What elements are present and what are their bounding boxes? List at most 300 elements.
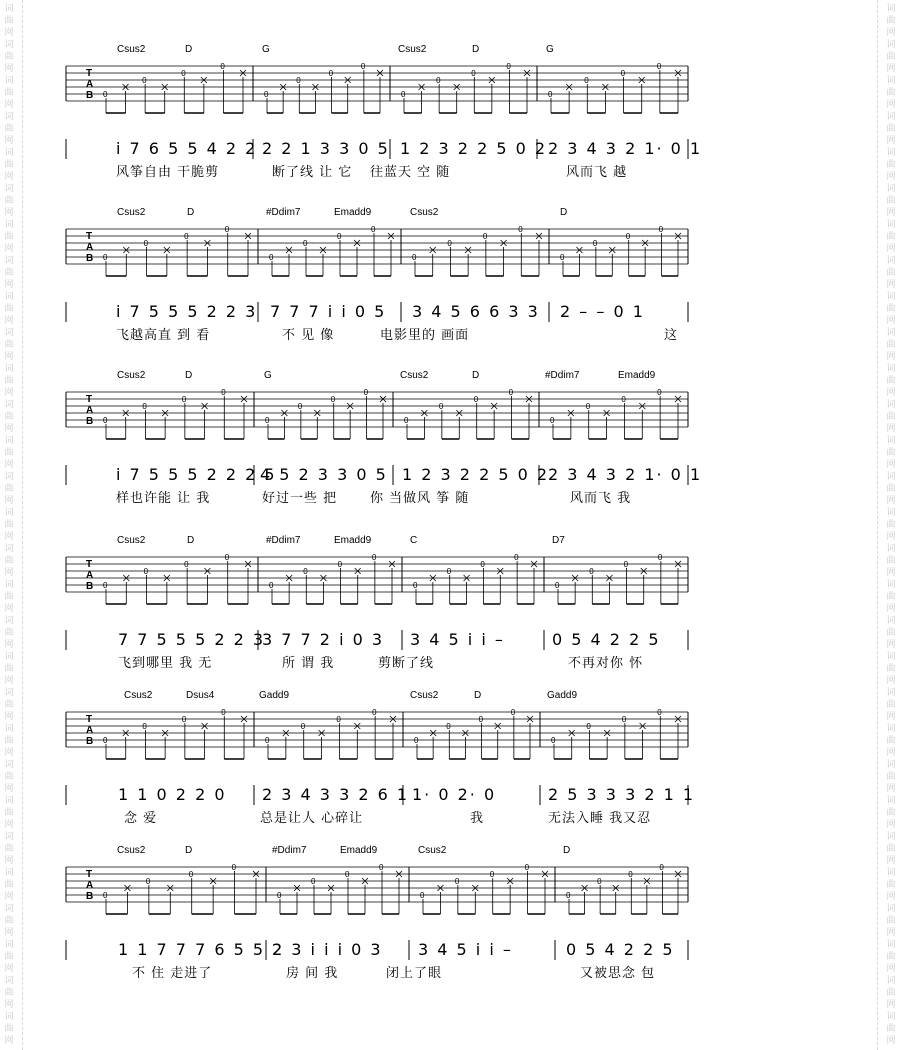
watermark-char: 曲 bbox=[4, 376, 14, 386]
watermark-char: 网 bbox=[4, 532, 14, 542]
chord-name: Csus2 bbox=[410, 207, 439, 218]
jianpu-measure: 2 – – 0 1 bbox=[560, 302, 645, 321]
lyric-phrase: 又被思念 包 bbox=[580, 966, 656, 981]
watermark-char: 词 bbox=[886, 832, 896, 842]
watermark-char: 网 bbox=[886, 820, 896, 830]
watermark-char: 曲 bbox=[886, 772, 896, 782]
watermark-char: 网 bbox=[4, 856, 14, 866]
watermark-char: 曲 bbox=[886, 448, 896, 458]
jianpu-measure: 1 1 0 2 2 0 bbox=[118, 785, 227, 804]
lyric-phrase: 风筝自由 干脆剪 bbox=[116, 165, 220, 180]
watermark-char: 曲 bbox=[886, 484, 896, 494]
watermark-char: 词 bbox=[886, 544, 896, 554]
watermark-char: 词 bbox=[886, 400, 896, 410]
lyric-phrase: 飞到哪里 我 无 bbox=[118, 656, 213, 671]
fret-number: 0 bbox=[414, 736, 419, 745]
chord-name: #Ddim7 bbox=[266, 207, 301, 218]
watermark-char: 曲 bbox=[886, 916, 896, 926]
fret-number: 0 bbox=[592, 239, 598, 248]
watermark-char: 网 bbox=[886, 424, 896, 434]
watermark-char: 网 bbox=[886, 1000, 896, 1010]
watermark-char: 曲 bbox=[4, 412, 14, 422]
chord-name: D bbox=[472, 44, 480, 55]
watermark-char: 网 bbox=[886, 964, 896, 974]
watermark-char: 词 bbox=[886, 220, 896, 230]
watermark-char: 曲 bbox=[4, 484, 14, 494]
lyric-phrase: 房 间 我 bbox=[286, 966, 339, 981]
watermark-char: 网 bbox=[4, 820, 14, 830]
watermark-char: 曲 bbox=[4, 124, 14, 134]
watermark-char: 词 bbox=[4, 688, 14, 698]
fret-number: 0 bbox=[300, 722, 306, 731]
watermark-char: 曲 bbox=[886, 268, 896, 278]
fret-number: 0 bbox=[659, 863, 664, 872]
watermark-char: 曲 bbox=[4, 304, 14, 314]
chord-name: D bbox=[563, 845, 571, 856]
fret-number: 0 bbox=[657, 553, 663, 562]
chord-name: Csus2 bbox=[400, 370, 429, 381]
fret-number: 0 bbox=[265, 736, 270, 745]
watermark-char: 词 bbox=[886, 868, 896, 878]
watermark-char: 曲 bbox=[886, 664, 896, 674]
watermark-char: 网 bbox=[886, 748, 896, 758]
watermark-char: 曲 bbox=[886, 88, 896, 98]
jianpu-measure: 3 4 5 i i – bbox=[418, 940, 513, 959]
jianpu-measure: 7 7 5 5 5 2 2 3 bbox=[118, 630, 266, 649]
fret-number: 0 bbox=[589, 567, 594, 576]
fret-number: 0 bbox=[412, 253, 417, 262]
watermark-char: 词 bbox=[4, 796, 14, 806]
watermark-char: 曲 bbox=[4, 736, 14, 746]
jianpu-measure: 0 5 4 2 2 5 bbox=[552, 630, 661, 649]
tab-clef-letter: T bbox=[86, 714, 93, 725]
fret-number: 0 bbox=[510, 708, 516, 717]
fret-number: 0 bbox=[404, 416, 409, 425]
chord-name: G bbox=[546, 44, 554, 55]
fret-number: 0 bbox=[181, 69, 186, 78]
fret-number: 0 bbox=[585, 402, 591, 411]
watermark-char: 曲 bbox=[4, 988, 14, 998]
lyric-phrase: 念 爱 bbox=[124, 811, 158, 826]
lyric-phrase: 你 当做风 筝 随 bbox=[370, 491, 470, 506]
watermark-char: 曲 bbox=[886, 16, 896, 26]
chord-name: G bbox=[264, 370, 272, 381]
chord-name: Emadd9 bbox=[334, 207, 372, 218]
watermark-char: 曲 bbox=[886, 1024, 896, 1034]
fret-number: 0 bbox=[473, 395, 479, 404]
lyric-phrase: 所 谓 我 bbox=[282, 656, 335, 671]
fret-number: 0 bbox=[269, 581, 274, 590]
fret-number: 0 bbox=[379, 863, 384, 872]
fret-number: 0 bbox=[446, 567, 452, 576]
jianpu-measure: 1· 0 2· 0 bbox=[412, 785, 497, 804]
fret-number: 0 bbox=[657, 708, 662, 717]
watermark-char: 词 bbox=[886, 436, 896, 446]
chord-name: Csus2 bbox=[117, 535, 146, 546]
watermark-char: 网 bbox=[886, 100, 896, 110]
lyric-phrase: 好过一些 把 bbox=[262, 491, 338, 506]
tab-clef-letter: T bbox=[86, 869, 93, 880]
watermark-char: 网 bbox=[4, 712, 14, 722]
fret-number: 0 bbox=[560, 253, 565, 262]
lyric-phrase: 电影里的 画面 bbox=[380, 328, 470, 343]
chord-name: #Ddim7 bbox=[545, 370, 580, 381]
watermark-char: 词 bbox=[886, 40, 896, 50]
fret-number: 0 bbox=[337, 560, 343, 569]
watermark-char: 网 bbox=[886, 172, 896, 182]
jianpu-measure: 3 4 5 6 6 3 3 bbox=[412, 302, 540, 321]
lyric-phrase: 我 bbox=[470, 811, 485, 826]
watermark-char: 词 bbox=[4, 940, 14, 950]
tab-clef-letter: B bbox=[86, 736, 94, 747]
watermark-char: 曲 bbox=[4, 232, 14, 242]
watermark-char: 曲 bbox=[886, 808, 896, 818]
fret-number: 0 bbox=[524, 863, 530, 872]
fret-number: 0 bbox=[420, 891, 425, 900]
tab-clef-letter: T bbox=[86, 231, 93, 242]
fret-number: 0 bbox=[103, 581, 108, 590]
watermark-char: 曲 bbox=[886, 52, 896, 62]
watermark-char: 曲 bbox=[886, 160, 896, 170]
chord-name: C bbox=[410, 535, 418, 546]
jianpu-measure: i 7 5 5 5 2 2 2 5 bbox=[116, 465, 277, 484]
fret-number: 0 bbox=[221, 708, 226, 717]
watermark-char: 曲 bbox=[886, 304, 896, 314]
watermark-char: 词 bbox=[4, 1012, 14, 1022]
lyric-phrase: 断了线 让 它 bbox=[272, 165, 353, 180]
fret-number: 0 bbox=[221, 388, 226, 397]
fret-number: 0 bbox=[623, 560, 629, 569]
watermark-char: 网 bbox=[886, 712, 896, 722]
tab-staff bbox=[66, 863, 688, 914]
fret-number: 0 bbox=[328, 69, 334, 78]
fret-number: 0 bbox=[277, 891, 282, 900]
watermark-char: 曲 bbox=[4, 772, 14, 782]
fret-number: 0 bbox=[142, 722, 147, 731]
tab-clef-letter: A bbox=[86, 725, 94, 736]
lyric-phrase: 往蓝天 空 随 bbox=[370, 165, 451, 180]
jianpu-measure: 1 2 3 2 2 5 0 2 bbox=[400, 139, 548, 158]
watermark-char: 曲 bbox=[886, 376, 896, 386]
fret-number: 0 bbox=[438, 402, 444, 411]
watermark-char: 网 bbox=[4, 784, 14, 794]
lyric-phrase: 不 见 像 bbox=[282, 328, 335, 343]
watermark-char: 网 bbox=[4, 316, 14, 326]
watermark-char: 网 bbox=[4, 1036, 14, 1046]
fret-number: 0 bbox=[551, 736, 556, 745]
fret-number: 0 bbox=[621, 395, 626, 404]
watermark-char: 网 bbox=[4, 964, 14, 974]
watermark-char: 曲 bbox=[886, 340, 896, 350]
watermark-char: 网 bbox=[4, 424, 14, 434]
watermark-char: 词 bbox=[4, 400, 14, 410]
jianpu-measure: 2 3 4 3 3 2 6 1 bbox=[262, 785, 410, 804]
chord-name: #Ddim7 bbox=[266, 535, 301, 546]
fret-number: 0 bbox=[103, 416, 108, 425]
watermark-char: 网 bbox=[886, 604, 896, 614]
watermark-char: 词 bbox=[4, 616, 14, 626]
fret-number: 0 bbox=[514, 553, 519, 562]
watermark-char: 词 bbox=[4, 40, 14, 50]
chord-name: G bbox=[262, 44, 270, 55]
watermark-char: 网 bbox=[886, 568, 896, 578]
watermark-char: 词 bbox=[4, 508, 14, 518]
fret-number: 0 bbox=[336, 715, 341, 724]
fret-number: 0 bbox=[363, 388, 369, 397]
watermark-char: 网 bbox=[4, 928, 14, 938]
fret-number: 0 bbox=[224, 553, 230, 562]
watermark-char: 曲 bbox=[4, 700, 14, 710]
fret-number: 0 bbox=[518, 225, 523, 234]
watermark-char: 曲 bbox=[886, 196, 896, 206]
chord-name: D bbox=[185, 44, 193, 55]
tab-clef-letter: B bbox=[86, 891, 94, 902]
chord-name: D7 bbox=[552, 535, 565, 546]
watermark-char: 曲 bbox=[4, 664, 14, 674]
fret-number: 0 bbox=[658, 225, 664, 234]
watermark-char: 词 bbox=[4, 112, 14, 122]
watermark-char: 曲 bbox=[4, 520, 14, 530]
chord-name: D bbox=[474, 690, 482, 701]
watermark-char: 网 bbox=[4, 748, 14, 758]
fret-number: 0 bbox=[103, 736, 108, 745]
chord-name: #Ddim7 bbox=[272, 845, 307, 856]
fret-number: 0 bbox=[181, 395, 187, 404]
watermark-char: 词 bbox=[886, 472, 896, 482]
tab-clef-letter: T bbox=[86, 68, 93, 79]
tab-clef-letter: B bbox=[86, 253, 94, 264]
watermark-char: 网 bbox=[4, 640, 14, 650]
watermark-char: 网 bbox=[4, 280, 14, 290]
chord-name: Csus2 bbox=[398, 44, 427, 55]
watermark-char: 词 bbox=[886, 940, 896, 950]
tab-staff bbox=[66, 388, 688, 439]
lyric-phrase: 总是让人 心碎让 bbox=[260, 811, 364, 826]
watermark-char: 网 bbox=[886, 28, 896, 38]
fret-number: 0 bbox=[181, 715, 187, 724]
watermark-char: 词 bbox=[886, 508, 896, 518]
chord-name: D bbox=[187, 207, 195, 218]
jianpu-measure: 1 1 7 7 7 6 5 5 2 bbox=[118, 940, 285, 959]
fret-number: 0 bbox=[371, 225, 376, 234]
watermark-char: 网 bbox=[4, 28, 14, 38]
watermark-char: 网 bbox=[886, 244, 896, 254]
fret-number: 0 bbox=[656, 62, 662, 71]
fret-number: 0 bbox=[657, 388, 662, 397]
fret-number: 0 bbox=[586, 722, 591, 731]
watermark-char: 词 bbox=[886, 292, 896, 302]
jianpu-measure: 2 3 4 3 2 1· 0 1 bbox=[548, 139, 703, 158]
fret-number: 0 bbox=[103, 90, 108, 99]
jianpu-measure: i 7 5 5 5 2 2 3 bbox=[116, 302, 258, 321]
jianpu-measure: 3 7 7 2 i 0 3 bbox=[262, 630, 385, 649]
lyric-phrase: 这 bbox=[664, 328, 679, 343]
fret-number: 0 bbox=[311, 877, 316, 886]
lyric-phrase: 剪断了线 bbox=[378, 656, 435, 671]
watermark-char: 网 bbox=[886, 640, 896, 650]
watermark-char: 曲 bbox=[886, 592, 896, 602]
fret-number: 0 bbox=[550, 416, 555, 425]
watermark-char: 曲 bbox=[886, 556, 896, 566]
watermark-char: 网 bbox=[886, 280, 896, 290]
jianpu-measure: i 7 6 5 5 4 2 2 bbox=[116, 139, 258, 158]
watermark-char: 词 bbox=[4, 4, 14, 14]
chord-name: Csus2 bbox=[117, 44, 146, 55]
watermark-char: 网 bbox=[4, 352, 14, 362]
jianpu-measure: 3 4 5 i i – bbox=[410, 630, 505, 649]
chord-name: Csus2 bbox=[124, 690, 153, 701]
jianpu-measure: 1 2 3 2 2 5 0 2 bbox=[402, 465, 550, 484]
watermark-char: 曲 bbox=[886, 628, 896, 638]
fret-number: 0 bbox=[337, 232, 342, 241]
watermark-char: 词 bbox=[886, 976, 896, 986]
fret-number: 0 bbox=[555, 581, 560, 590]
watermark-char: 词 bbox=[886, 364, 896, 374]
watermark-char: 词 bbox=[4, 904, 14, 914]
watermark-char: 网 bbox=[4, 604, 14, 614]
chord-name: D bbox=[187, 535, 195, 546]
fret-number: 0 bbox=[145, 877, 151, 886]
watermark-char: 曲 bbox=[4, 16, 14, 26]
tab-staff bbox=[66, 553, 688, 604]
watermark-char: 曲 bbox=[4, 88, 14, 98]
watermark-char: 网 bbox=[886, 352, 896, 362]
fret-number: 0 bbox=[489, 870, 495, 879]
chord-name: D bbox=[185, 370, 193, 381]
watermark-char: 网 bbox=[4, 64, 14, 74]
watermark-char: 网 bbox=[886, 316, 896, 326]
watermark-char: 网 bbox=[886, 136, 896, 146]
watermark-char: 曲 bbox=[886, 880, 896, 890]
fret-number: 0 bbox=[143, 239, 149, 248]
watermark-char: 词 bbox=[886, 76, 896, 86]
tab-clef-letter: T bbox=[86, 394, 93, 405]
fret-number: 0 bbox=[506, 62, 511, 71]
jianpu-measure: 7 7 7 i i 0 5 bbox=[270, 302, 387, 321]
fret-number: 0 bbox=[628, 870, 633, 879]
watermark-char: 网 bbox=[886, 1036, 896, 1046]
watermark-char: 曲 bbox=[4, 1024, 14, 1034]
watermark-char: 曲 bbox=[886, 736, 896, 746]
watermark-char: 网 bbox=[4, 388, 14, 398]
watermark-char: 网 bbox=[886, 928, 896, 938]
jianpu-measure: 2 3 4 3 2 1· 0 1 bbox=[548, 465, 703, 484]
fret-number: 0 bbox=[548, 90, 553, 99]
watermark-char: 词 bbox=[886, 4, 896, 14]
watermark-char: 词 bbox=[4, 184, 14, 194]
fret-number: 0 bbox=[566, 891, 571, 900]
watermark-char: 网 bbox=[4, 136, 14, 146]
watermark-char: 词 bbox=[4, 760, 14, 770]
fret-number: 0 bbox=[508, 388, 514, 397]
fret-number: 0 bbox=[296, 76, 301, 85]
fret-number: 0 bbox=[620, 69, 626, 78]
fret-number: 0 bbox=[482, 232, 488, 241]
watermark-char: 网 bbox=[886, 676, 896, 686]
watermark-char: 网 bbox=[886, 460, 896, 470]
fret-number: 0 bbox=[345, 870, 350, 879]
fret-number: 0 bbox=[471, 69, 476, 78]
watermark-char: 网 bbox=[4, 208, 14, 218]
fret-number: 0 bbox=[436, 76, 441, 85]
tab-clef-letter: A bbox=[86, 570, 94, 581]
chord-name: Csus2 bbox=[117, 370, 146, 381]
watermark-char: 曲 bbox=[4, 880, 14, 890]
watermark-char: 网 bbox=[886, 496, 896, 506]
fret-number: 0 bbox=[220, 62, 225, 71]
lyric-phrase: 风而飞 越 bbox=[566, 165, 628, 180]
watermark-char: 曲 bbox=[4, 268, 14, 278]
watermark-char: 词 bbox=[886, 256, 896, 266]
fret-number: 0 bbox=[597, 877, 602, 886]
fret-number: 0 bbox=[454, 877, 460, 886]
fret-number: 0 bbox=[184, 560, 189, 569]
watermark-char: 曲 bbox=[4, 592, 14, 602]
jianpu-measure: 2 5 3 3 3 2 1 1 bbox=[548, 785, 696, 804]
chord-name: D bbox=[560, 207, 568, 218]
watermark-char: 词 bbox=[4, 724, 14, 734]
watermark-char: 网 bbox=[886, 64, 896, 74]
fret-number: 0 bbox=[142, 76, 147, 85]
fret-number: 0 bbox=[584, 76, 589, 85]
fret-number: 0 bbox=[360, 62, 366, 71]
jianpu-measure: 2 3 i i i 0 3 bbox=[272, 940, 383, 959]
watermark-char: 词 bbox=[4, 580, 14, 590]
watermark-char: 词 bbox=[886, 688, 896, 698]
fret-number: 0 bbox=[264, 90, 269, 99]
fret-number: 0 bbox=[480, 560, 485, 569]
watermark-char: 网 bbox=[4, 1000, 14, 1010]
watermark-char: 网 bbox=[4, 100, 14, 110]
fret-number: 0 bbox=[401, 90, 406, 99]
tab-clef-letter: A bbox=[86, 880, 94, 891]
watermark-char: 词 bbox=[886, 724, 896, 734]
watermark-char: 词 bbox=[886, 760, 896, 770]
fret-number: 0 bbox=[447, 239, 452, 248]
watermark-char: 词 bbox=[4, 868, 14, 878]
fret-number: 0 bbox=[478, 715, 484, 724]
watermark-char: 网 bbox=[4, 892, 14, 902]
watermark-char: 曲 bbox=[886, 844, 896, 854]
lyric-phrase: 不再对你 怀 bbox=[568, 656, 644, 671]
fret-number: 0 bbox=[224, 225, 230, 234]
tab-clef-letter: B bbox=[86, 90, 94, 101]
chord-name: Csus2 bbox=[418, 845, 447, 856]
chord-name: Emadd9 bbox=[334, 535, 372, 546]
watermark-char: 曲 bbox=[4, 52, 14, 62]
lyric-phrase: 闭上了眼 bbox=[386, 966, 443, 981]
tab-clef-letter: A bbox=[86, 79, 94, 90]
chord-name: D bbox=[472, 370, 480, 381]
watermark-char: 词 bbox=[4, 76, 14, 86]
fret-number: 0 bbox=[371, 553, 377, 562]
fret-number: 0 bbox=[265, 416, 270, 425]
chord-name: Gadd9 bbox=[259, 690, 290, 701]
watermark-char: 曲 bbox=[4, 448, 14, 458]
lyric-phrase: 风而飞 我 bbox=[570, 491, 632, 506]
watermark-char: 词 bbox=[4, 832, 14, 842]
watermark-char: 网 bbox=[4, 496, 14, 506]
watermark-char: 网 bbox=[886, 856, 896, 866]
chord-name: D bbox=[185, 845, 193, 856]
fret-number: 0 bbox=[184, 232, 189, 241]
fret-number: 0 bbox=[330, 395, 336, 404]
tab-staff bbox=[66, 225, 688, 276]
watermark-char: 曲 bbox=[4, 196, 14, 206]
tab-clef-letter: T bbox=[86, 559, 93, 570]
watermark-char: 曲 bbox=[4, 844, 14, 854]
watermark-char: 曲 bbox=[886, 700, 896, 710]
